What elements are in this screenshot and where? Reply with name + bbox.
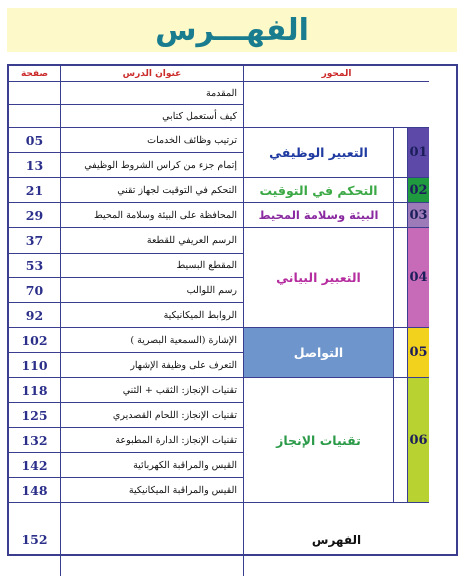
axis-gap bbox=[394, 128, 408, 178]
axis-number-06: 06 bbox=[408, 378, 429, 503]
lesson-page: 118 bbox=[9, 378, 61, 403]
lesson-title: الرسم العريفي للقطعة bbox=[61, 228, 244, 254]
lesson-page: 37 bbox=[9, 228, 61, 254]
lesson-page: 21 bbox=[9, 178, 61, 203]
lesson-page bbox=[9, 82, 61, 105]
lesson-page: 110 bbox=[9, 353, 61, 378]
axis-name-05: التواصل bbox=[244, 328, 394, 378]
lesson-page: 13 bbox=[9, 153, 61, 178]
title-banner bbox=[7, 8, 457, 52]
lesson-page: 125 bbox=[9, 403, 61, 428]
axis-number-05: 05 bbox=[408, 328, 429, 378]
lesson-page: 92 bbox=[9, 303, 61, 328]
axis-number-02: 02 bbox=[408, 178, 429, 203]
axis-gap bbox=[394, 228, 408, 328]
lesson-title: إتمام جزء من كراس الشروط الوظيفي bbox=[61, 153, 244, 178]
axis-name-01: التعبير الوظيفي bbox=[244, 128, 394, 178]
lesson-title: الإشارة (السمعية البصرية ) bbox=[61, 328, 244, 353]
lesson-title: المحافظة على البيئة وسلامة المحيط bbox=[61, 203, 244, 228]
axis-gap bbox=[394, 378, 408, 503]
axis-name-06: تقنيات الإنجاز bbox=[244, 378, 394, 503]
table-of-contents bbox=[7, 64, 458, 556]
axis-number-01: 01 bbox=[408, 128, 429, 178]
axis-number-03: 03 bbox=[408, 203, 429, 228]
axis-gap bbox=[394, 178, 408, 203]
axis-name-04: التعبير البياني bbox=[244, 228, 394, 328]
lesson-title: رسم اللوالب bbox=[61, 278, 244, 303]
lesson-page: 53 bbox=[9, 254, 61, 278]
lesson-title: تقنيات الإنجاز: الثقب + الثني bbox=[61, 378, 244, 403]
index-label: الفهرس bbox=[311, 532, 362, 547]
lesson-title: ترتيب وظائف الخدمات bbox=[61, 128, 244, 153]
lesson-page: 29 bbox=[9, 203, 61, 228]
lesson-page: 05 bbox=[9, 128, 61, 153]
lesson-page: 132 bbox=[9, 428, 61, 453]
lesson-page: 70 bbox=[9, 278, 61, 303]
index-lesson-empty bbox=[61, 503, 244, 576]
header-lesson: عنوان الدرس bbox=[61, 66, 244, 82]
axis-number-04: 04 bbox=[408, 228, 429, 328]
axis-name-03: البيئة وسلامة المحيط bbox=[244, 203, 394, 228]
lesson-page: 148 bbox=[9, 478, 61, 503]
lesson-title: القيس والمراقبة الميكانيكية bbox=[61, 478, 244, 503]
axis-gap bbox=[394, 328, 408, 378]
lesson-title: تقنيات الإنجاز: اللحام القصديري bbox=[61, 403, 244, 428]
lesson-title: التحكم في التوقيت لجهاز تقني bbox=[61, 178, 244, 203]
lesson-page bbox=[9, 105, 61, 128]
header-page: صفحة bbox=[9, 66, 61, 82]
header-axis: المحور bbox=[244, 66, 429, 82]
lesson-title: تقنيات الإنجاز: الدارة المطبوعة bbox=[61, 428, 244, 453]
lesson-title: التعرف على وظيفة الإشهار bbox=[61, 353, 244, 378]
lesson-title: المقطع البسيط bbox=[61, 254, 244, 278]
lesson-title: المقدمة bbox=[61, 82, 244, 105]
lesson-page: 142 bbox=[9, 453, 61, 478]
axis-intro-empty bbox=[244, 82, 429, 128]
lesson-title: الروابط الميكانيكية bbox=[61, 303, 244, 328]
page-title: الفهـــرس bbox=[155, 12, 309, 48]
lesson-title: كيف أستعمل كتابي bbox=[61, 105, 244, 128]
axis-gap bbox=[394, 203, 408, 228]
index-page: 152 bbox=[9, 503, 61, 576]
lesson-title: القيس والمراقبة الكهربائية bbox=[61, 453, 244, 478]
axis-name-02: التحكم في التوقيت bbox=[244, 178, 394, 203]
lesson-page: 102 bbox=[9, 328, 61, 353]
